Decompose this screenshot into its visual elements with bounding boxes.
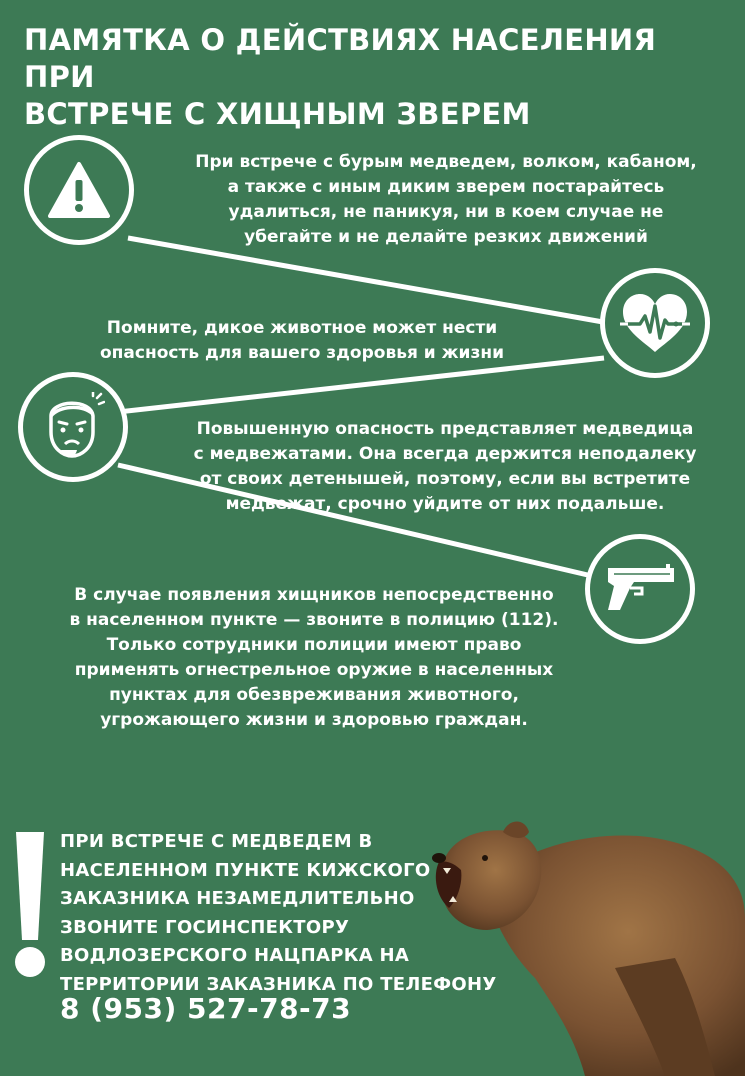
item-3-line-2: с медвежатами. Она всегда держится неподалеку [193,444,697,464]
notice-line-5: ВОДЛОЗЕРСКОГО НАЦПАРКА НА [60,945,410,966]
bear-image [425,818,745,1076]
warning-triangle-icon [47,161,111,219]
exclamation-icon [10,832,50,982]
item-1-line-4: убегайте и не делайте резких движений [244,227,648,247]
item-3-line-4: медвежат, срочно уйдите от них подальше. [225,494,665,514]
item-1-line-2: а также с иным диким зверем постарайтесь [227,177,665,197]
item-3-line-1: Повышенную опасность представляет медведица [196,419,694,439]
heart-pulse-icon [620,292,690,354]
warning-circle [24,135,134,245]
item-text-1 [146,150,745,250]
item-4-line-2: в населенном пункте — звоните в полицию (112). [69,610,559,630]
item-text-4 [34,583,594,733]
title-line-2: ВСТРЕЧЕ С ХИЩНЫМ ЗВЕРЕМ [24,97,531,131]
item-text-2 [52,316,552,366]
notice-line-4: ЗВОНИТЕ ГОСИНСПЕКТОРУ [60,916,350,938]
notice-line-3: ЗАКАЗНИКА НЕЗАМЕДЛИТЕЛЬНО [60,888,415,909]
heart-circle [600,268,710,378]
title-line-1: ПАМЯТКА О ДЕЙСТВИЯХ НАСЕЛЕНИЯ ПРИ [24,23,657,94]
pistol-circle [585,534,695,644]
item-text-3 [160,417,730,517]
item-4-line-6: угрожающего жизни и здоровью граждан. [100,710,528,730]
notice-line-2: НАСЕЛЕННОМ ПУНКТЕ КИЖСКОГО [60,859,431,881]
item-2-line-1: Помните, дикое животное может нести [106,318,498,338]
item-1-line-1: При встрече с бурым медведем, волком, кабаном, [195,152,697,172]
item-4-line-1: В случае появления хищников непосредственно [74,585,554,605]
item-1-line-3: удалиться, не паникуя, ни в коем случае не [228,202,664,222]
item-4-line-3: Только сотрудники полиции имеют право [106,635,522,655]
notice-line-6: ТЕРРИТОРИИ ЗАКАЗНИКА ПО ТЕЛЕФОНУ [60,973,497,995]
phone-number: 8 (953) 527-78-73 [60,992,352,1025]
item-2-line-2: опасность для вашего здоровья и жизни [100,343,504,363]
item-4-line-4: применять огнестрельное оружие в населенных [74,660,554,680]
item-4-line-5: пунктах для обезвреживания животного, [109,685,519,705]
notice-line-1: ПРИ ВСТРЕЧЕ С МЕДВЕДЕМ В [60,831,373,852]
worried-face-circle [18,372,128,482]
pistol-icon [604,564,676,614]
item-3-line-3: от своих детенышей, поэтому, если вы встретите [199,469,691,489]
worried-face-icon [41,392,105,462]
